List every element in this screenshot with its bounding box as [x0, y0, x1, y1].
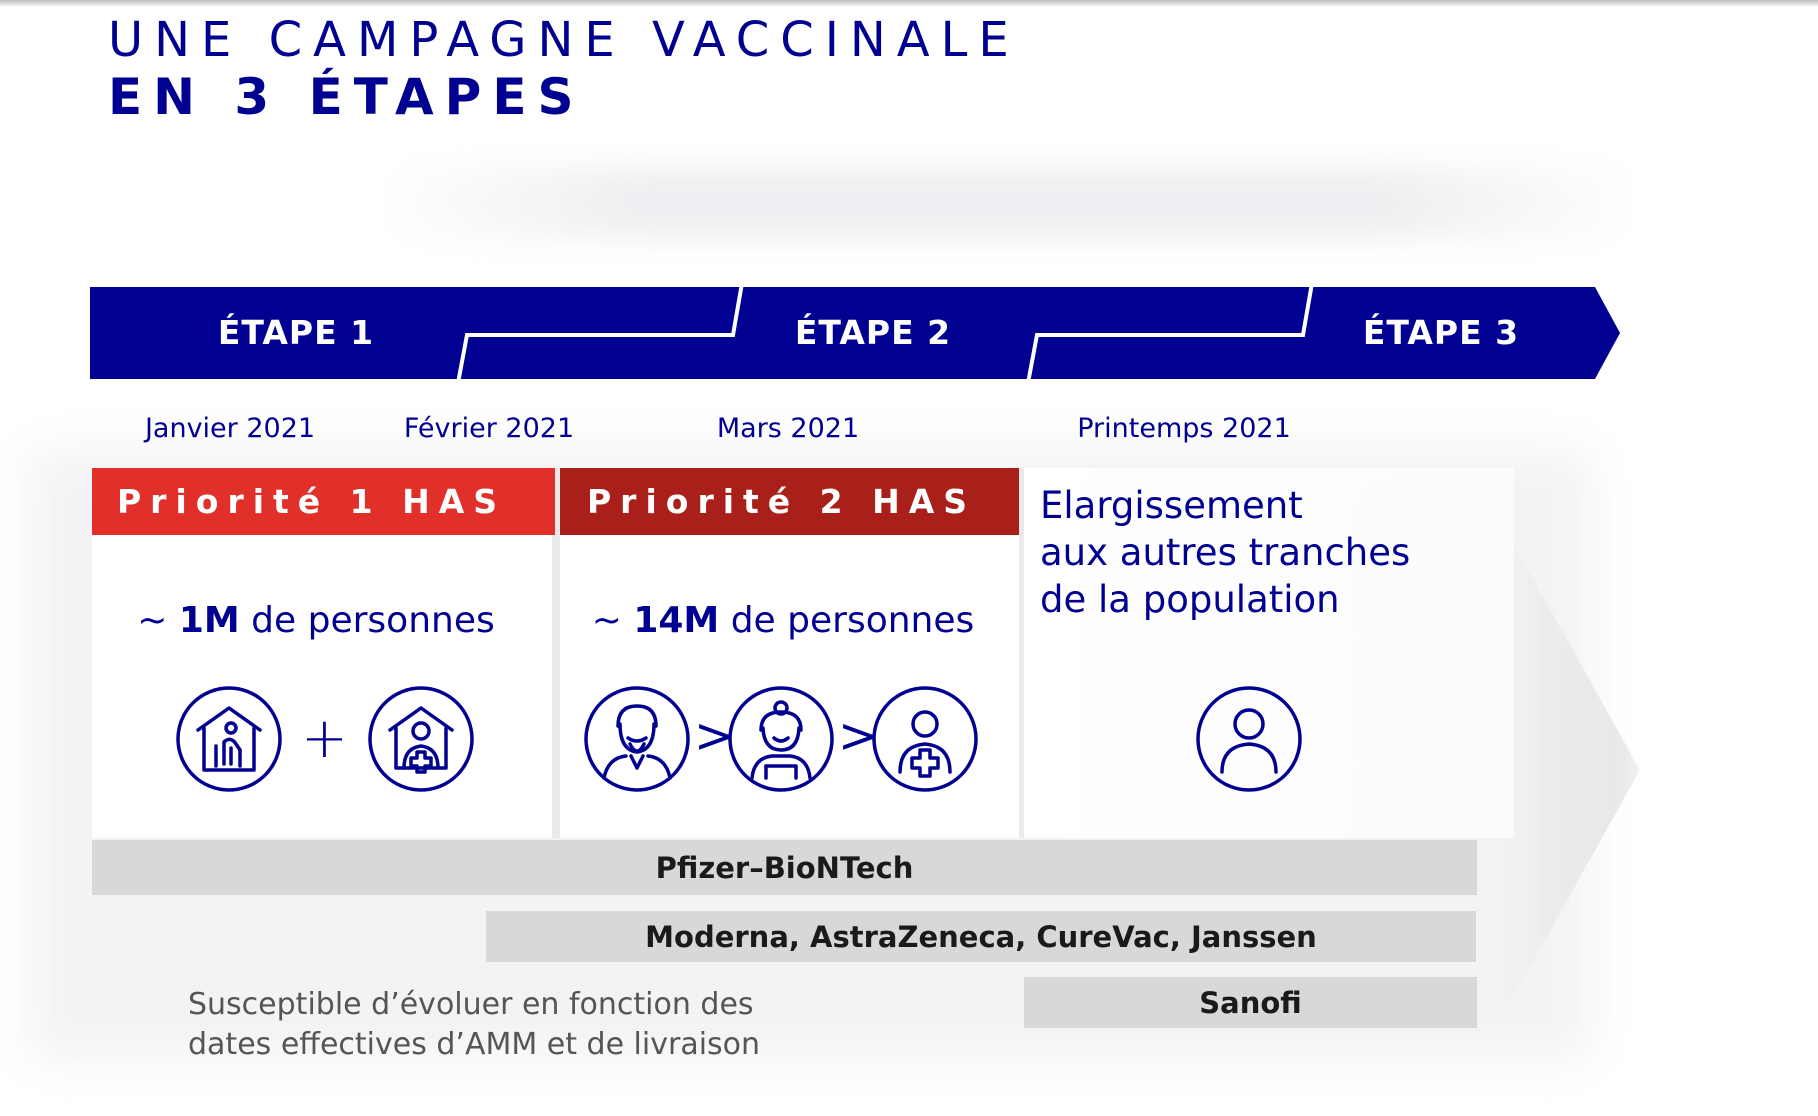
elderly-man-icon [584, 686, 690, 792]
count-suffix: de personnes [719, 600, 975, 641]
title-line-2: EN 3 ÉTAPES [108, 68, 585, 126]
date-mars: Mars 2021 [716, 413, 860, 444]
vaccine-label: Sanofi [1199, 985, 1302, 1020]
priority-1-header [92, 468, 555, 535]
person-icon [1196, 686, 1302, 792]
date-fevrier: Février 2021 [403, 413, 575, 444]
vaccine-label: Moderna, AstraZeneca, CureVac, Janssen [645, 919, 1317, 954]
description-line: de la population [1040, 578, 1340, 621]
plus-symbol: + [301, 706, 348, 771]
arrow-symbol: > [694, 708, 735, 764]
count-prefix: ~ [591, 600, 634, 641]
vaccine-bar-pfizer [92, 840, 1477, 895]
count-prefix: ~ [137, 600, 179, 641]
vaccine-bar-sanofi [1024, 977, 1477, 1028]
stage-2-count [592, 600, 975, 641]
step-1-label: ÉTAPE 1 [217, 313, 375, 352]
count-value: 14M [633, 600, 720, 641]
vaccine-bar-moderna-group [486, 911, 1476, 962]
nursing-home-icon [176, 686, 282, 792]
priority-2-label: Priorité 2 HAS [587, 482, 977, 521]
description-line: aux autres tranches [1040, 531, 1411, 574]
disclaimer-note [188, 985, 760, 1065]
top-edge-line [0, 0, 1818, 7]
note-line: dates effectives d’AMM et de livraison [188, 1027, 761, 1062]
date-printemps: Printemps 2021 [1077, 413, 1291, 444]
priority-1-label: Priorité 1 HAS [117, 482, 507, 521]
count-suffix: de personnes [239, 600, 495, 641]
healthcare-worker-icon [872, 686, 978, 792]
healthcare-worker-icon [368, 686, 474, 792]
note-line: Susceptible d’évoluer en fonction des [188, 987, 754, 1022]
title-line-1: UNE CAMPAGNE VACCINALE [108, 12, 1020, 68]
description-line: Elargissement [1040, 484, 1303, 527]
step-2-label: ÉTAPE 2 [794, 313, 952, 352]
arrow-symbol: > [838, 708, 879, 764]
vaccine-label: Pfizer–BioNTech [655, 850, 914, 885]
step-3-label: ÉTAPE 3 [1362, 313, 1520, 352]
stage-1-count [137, 600, 495, 641]
decorative-shadow [380, 168, 1640, 238]
date-janvier: Janvier 2021 [144, 413, 316, 444]
priority-2-header [560, 468, 1019, 535]
stage-3-description [1040, 482, 1410, 623]
elderly-woman-icon [728, 686, 834, 792]
count-value: 1M [178, 600, 240, 641]
